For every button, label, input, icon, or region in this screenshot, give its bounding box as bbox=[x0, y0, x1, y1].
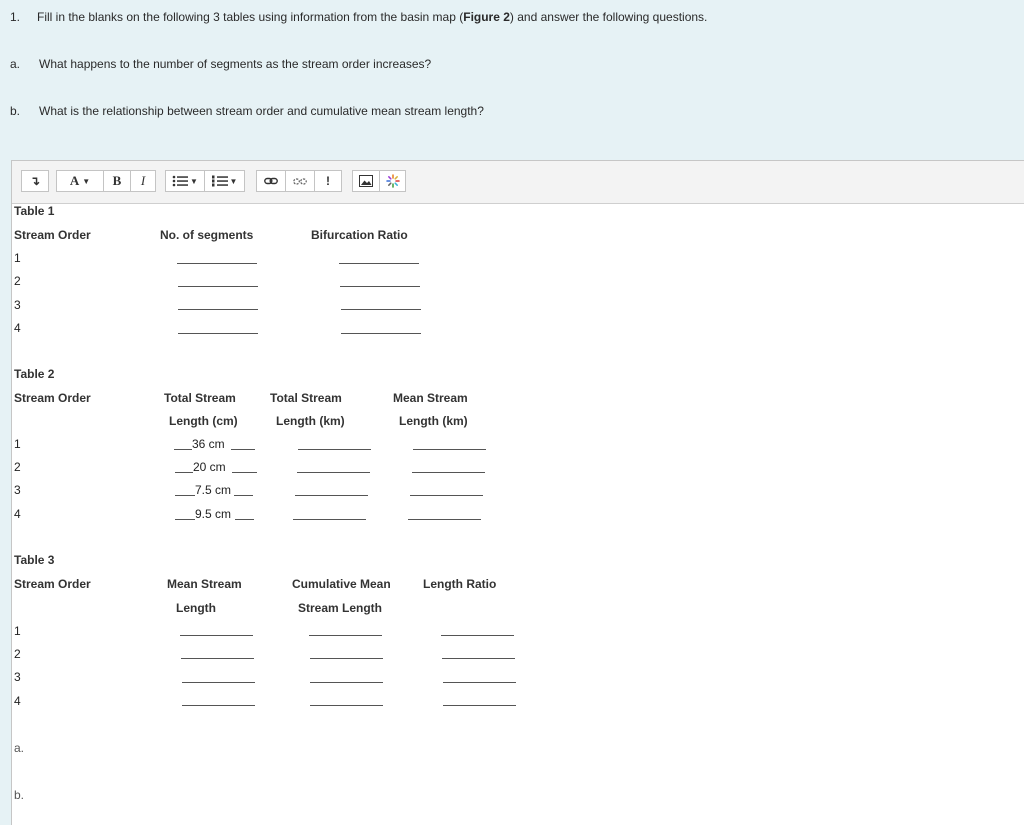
table1-header-segments: No. of segments bbox=[160, 228, 254, 242]
table3-header-mean-length-2: Length bbox=[176, 601, 216, 615]
table2-total-km-blank[interactable] bbox=[297, 472, 370, 473]
table2-order: 2 bbox=[14, 460, 21, 474]
table2-cm-blank[interactable] bbox=[234, 495, 253, 496]
font-color-icon: A bbox=[69, 173, 80, 188]
table2-cm-blank[interactable] bbox=[175, 519, 195, 520]
part-b-label: b. bbox=[10, 104, 21, 118]
bullet-list-icon bbox=[172, 175, 188, 187]
table2-cm-value: 20 cm bbox=[193, 460, 226, 474]
table1-segments-blank[interactable] bbox=[178, 286, 258, 287]
table3-header-cumulative: Cumulative Mean bbox=[292, 577, 391, 591]
list-group bbox=[165, 170, 245, 192]
anchor-button[interactable] bbox=[315, 171, 341, 191]
table2-cm-blank[interactable] bbox=[174, 449, 192, 450]
table2-header-mean-km-unit: Length (km) bbox=[399, 414, 468, 428]
table2-order: 4 bbox=[14, 507, 21, 521]
table3-header-stream-order: Stream Order bbox=[14, 577, 91, 591]
table1-order: 1 bbox=[14, 251, 21, 265]
insert-link-button[interactable] bbox=[257, 171, 285, 191]
table2-header-total-cm: Total Stream bbox=[164, 391, 236, 405]
table1-bifurcation-blank[interactable] bbox=[340, 286, 420, 287]
insert-media-button[interactable] bbox=[380, 171, 405, 191]
table2-order: 3 bbox=[14, 483, 21, 497]
numbered-list-button[interactable] bbox=[205, 171, 244, 191]
image-icon bbox=[359, 175, 373, 187]
table1-order: 4 bbox=[14, 321, 21, 335]
bold-button[interactable] bbox=[104, 171, 130, 191]
sparkle-icon bbox=[386, 174, 400, 188]
answer-b-label: b. bbox=[14, 788, 25, 802]
table1-bifurcation-blank[interactable] bbox=[339, 263, 419, 264]
table2-total-km-blank[interactable] bbox=[293, 519, 366, 520]
table3-order: 3 bbox=[14, 670, 21, 684]
figure-reference: Figure 2 bbox=[463, 10, 510, 24]
link-icon bbox=[264, 175, 278, 187]
table3-title: Table 3 bbox=[14, 553, 55, 567]
answer-a-label: a. bbox=[14, 741, 25, 755]
table1-segments-blank[interactable] bbox=[177, 263, 257, 264]
unlink-button[interactable] bbox=[286, 171, 314, 191]
table2-cm-blank[interactable] bbox=[232, 472, 257, 473]
insert-image-button[interactable] bbox=[353, 171, 379, 191]
table1-bifurcation-blank[interactable] bbox=[341, 309, 421, 310]
table3-mean-length-blank[interactable] bbox=[182, 682, 255, 683]
table2-total-km-blank[interactable] bbox=[295, 495, 368, 496]
table1-order: 2 bbox=[14, 274, 21, 288]
bold-icon: B bbox=[112, 173, 122, 188]
table3-order: 1 bbox=[14, 624, 21, 638]
table2-total-km-blank[interactable] bbox=[298, 449, 371, 450]
editor-toolbar bbox=[12, 161, 1024, 204]
table2-cm-blank[interactable] bbox=[231, 449, 255, 450]
part-b-text: What is the relationship between stream order and cumulative mean stream length? bbox=[39, 104, 484, 118]
media-group bbox=[352, 170, 406, 192]
table3-ratio-blank[interactable] bbox=[443, 682, 516, 683]
table3-ratio-blank[interactable] bbox=[442, 658, 515, 659]
table3-cumulative-blank[interactable] bbox=[310, 705, 383, 706]
table2-header-total-cm-unit: Length (cm) bbox=[169, 414, 238, 428]
italic-button[interactable] bbox=[131, 171, 155, 191]
table3-mean-length-blank[interactable] bbox=[182, 705, 255, 706]
table3-cumulative-blank[interactable] bbox=[310, 658, 383, 659]
table3-cumulative-blank[interactable] bbox=[310, 682, 383, 683]
table3-ratio-blank[interactable] bbox=[443, 705, 516, 706]
table2-header-total-km-unit: Length (km) bbox=[276, 414, 345, 428]
table1-header-bifurcation: Bifurcation Ratio bbox=[311, 228, 408, 242]
table1-bifurcation-blank[interactable] bbox=[341, 333, 421, 334]
bullet-list-button[interactable] bbox=[166, 171, 204, 191]
table2-title: Table 2 bbox=[14, 367, 55, 381]
table2-cm-blank[interactable] bbox=[175, 495, 195, 496]
italic-icon: I bbox=[140, 173, 146, 188]
table1-title: Table 1 bbox=[14, 204, 55, 218]
table3-ratio-blank[interactable] bbox=[441, 635, 514, 636]
table1-header-stream-order: Stream Order bbox=[14, 228, 91, 242]
font-color-button[interactable] bbox=[57, 171, 103, 191]
exclamation-icon: ! bbox=[326, 174, 330, 188]
table3-order: 2 bbox=[14, 647, 21, 661]
table3-mean-length-blank[interactable] bbox=[180, 635, 253, 636]
question-text-before: Fill in the blanks on the following 3 tables using information from the basin map ( bbox=[37, 10, 464, 24]
link-group bbox=[256, 170, 342, 192]
table2-order: 1 bbox=[14, 437, 21, 451]
table2-header-total-km: Total Stream bbox=[270, 391, 342, 405]
table2-cm-value: 9.5 cm bbox=[195, 507, 232, 521]
table3-mean-length-blank[interactable] bbox=[181, 658, 254, 659]
table2-cm-value: 7.5 cm bbox=[195, 483, 232, 497]
paragraph-icon: ↴ bbox=[29, 174, 41, 188]
table2-cm-blank[interactable] bbox=[235, 519, 254, 520]
table2-header-mean-km: Mean Stream bbox=[393, 391, 468, 405]
unlink-icon bbox=[293, 175, 307, 187]
table1-order: 3 bbox=[14, 298, 21, 312]
table1-segments-blank[interactable] bbox=[178, 309, 258, 310]
table3-header-length-ratio: Length Ratio bbox=[423, 577, 497, 591]
question-number: 1. bbox=[10, 10, 21, 24]
table2-mean-km-blank[interactable] bbox=[410, 495, 483, 496]
chevron-down-icon: ▼ bbox=[229, 176, 238, 186]
text-format-group bbox=[56, 170, 156, 192]
table1-segments-blank[interactable] bbox=[178, 333, 258, 334]
chevron-down-icon: ▼ bbox=[190, 176, 198, 186]
table2-cm-value: 36 cm bbox=[192, 437, 225, 451]
question-text-after: ) and answer the following questions. bbox=[509, 10, 708, 24]
table2-mean-km-blank[interactable] bbox=[413, 449, 486, 450]
table3-header-mean-length: Mean Stream bbox=[167, 577, 242, 591]
table2-cm-blank[interactable] bbox=[175, 472, 193, 473]
paragraph-format-button[interactable] bbox=[21, 170, 49, 192]
part-a-label: a. bbox=[10, 57, 21, 71]
table2-mean-km-blank[interactable] bbox=[412, 472, 485, 473]
numbered-list-icon bbox=[212, 175, 228, 187]
answer-editor[interactable] bbox=[11, 160, 1024, 825]
chevron-down-icon: ▼ bbox=[82, 176, 91, 186]
table3-cumulative-blank[interactable] bbox=[309, 635, 382, 636]
table3-order: 4 bbox=[14, 694, 21, 708]
table3-header-cumulative-2: Stream Length bbox=[298, 601, 383, 615]
table2-mean-km-blank[interactable] bbox=[408, 519, 481, 520]
table2-header-stream-order: Stream Order bbox=[14, 391, 91, 405]
part-a-text: What happens to the number of segments as the stream order increases? bbox=[39, 57, 432, 71]
question-text bbox=[37, 10, 707, 24]
